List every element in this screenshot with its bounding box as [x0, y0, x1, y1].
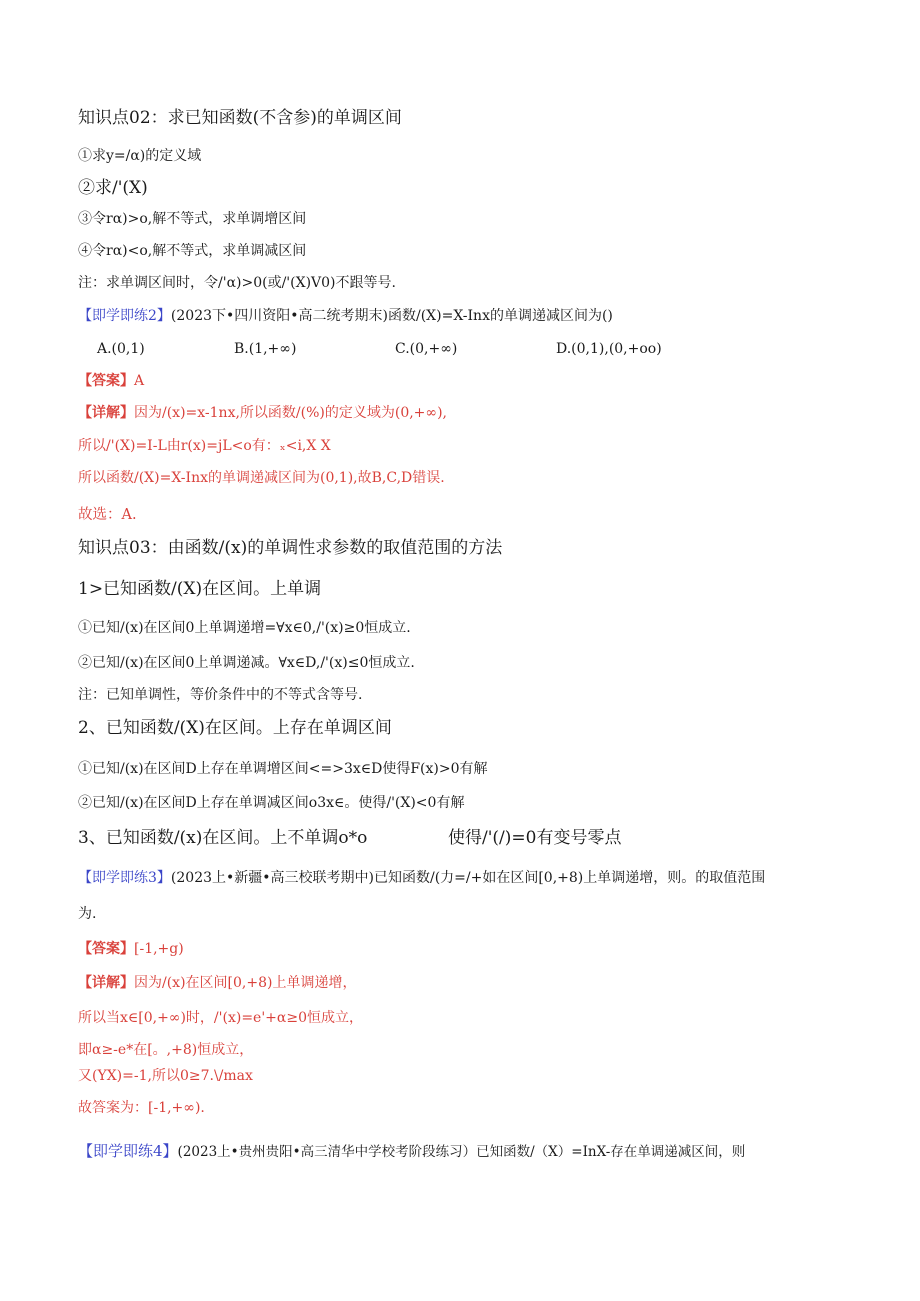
ex2-conclusion: 故选：A.: [78, 507, 137, 523]
ex3-conclusion: 故答案为：[-1,+∞).: [78, 1100, 205, 1116]
ex2-detail2: 所以/'(X)=I-L由r(x)=jL<o有：ₓ<i,X X: [78, 438, 331, 454]
ex2-tag: 【即学即练2】: [78, 308, 171, 324]
ex3-stem2: 为.: [78, 906, 97, 922]
kp03-h1: 1>已知函数/(X)在区间。上单调: [78, 579, 322, 599]
kp03-h3b: 使得/'(/)=0有变号零点: [448, 828, 622, 848]
ex3-stem: (2023上•新疆•高三校联考期中)已知函数/(力=/+如在区间[0,+8)上单调递增，则。的取值范围: [170, 870, 766, 886]
ex2-detail3: 所以函数/(X)=X-Inx的单调递减区间为(0,1),故B,C,D错误.: [78, 470, 445, 486]
ex2-detail-tag: 【详解】: [78, 405, 134, 421]
ex2-stem: (2023下•四川资阳•高二统考期末)函数/(X)=X-Inx的单调递减区间为(): [170, 308, 613, 324]
ex2-option-a: A.(0,1): [97, 341, 145, 357]
ex3-detail3: 即α≥-e*在[。,+8)恒成立，: [78, 1042, 254, 1058]
ex2-answer-tag: 【答案】: [78, 373, 134, 389]
ex4-stem-line: [78, 1142, 745, 1160]
ex3-detail4: 又(YX)=-1,所以0≥7.\/max: [78, 1068, 253, 1084]
kp02-step1: ①求y=/α)的定义域: [78, 148, 202, 164]
ex3-detail-line1: [78, 975, 356, 992]
ex2-detail-line1: [78, 405, 447, 422]
ex2-option-d: D.(0,1),(0,+oo): [556, 341, 662, 357]
ex3-answer: [-1,+g): [134, 941, 184, 957]
ex2-detail1: 因为/(x)=x-1nx,所以函数/(%)的定义域为(0,+∞),: [134, 405, 447, 421]
ex3-detail2: 所以当x∈[0,+∞)时，/'(x)=e'+α≥0恒成立，: [78, 1010, 364, 1026]
kp03-h2: 2、已知函数/(X)在区间。上存在单调区间: [78, 718, 392, 738]
kp03-title: 知识点03：由函数/(x)的单调性求参数的取值范围的方法: [78, 538, 503, 558]
ex3-detail1: 因为/(x)在区间[0,+8)上单调递增，: [134, 975, 357, 991]
ex3-tag: 【即学即练3】: [78, 870, 171, 886]
ex4-stem: (2023上•贵州贵阳•高三清华中学校考阶段练习）已知函数/（X）=InX-存在单调递减区间，则: [177, 1144, 746, 1160]
ex2-answer-line: [78, 373, 144, 390]
kp03-h1b: ②已知/(x)在区间0上单调递减。∀x∈D,/'(x)≤0恒成立.: [78, 655, 415, 671]
kp02-step2: ②求/'(X): [78, 178, 148, 198]
kp02-step3: ③令rα)>o,解不等式，求单调增区间: [78, 211, 307, 227]
ex2-stem-line: [78, 308, 613, 325]
kp03-h2b: ②已知/(x)在区间D上存在单调减区间o3x∈。使得/'(X)<0有解: [78, 795, 465, 811]
kp03-h3: 3、已知函数/(x)在区间。上不单调o*o: [78, 828, 368, 848]
kp02-title: 知识点02：求已知函数(不含参)的单调区间: [78, 108, 402, 128]
ex4-tag: 【即学即练4】: [78, 1142, 178, 1160]
ex2-answer: A: [134, 373, 145, 389]
kp02-step4: ④令rα)<o,解不等式，求单调减区间: [78, 243, 307, 259]
ex3-detail-tag: 【详解】: [78, 975, 134, 991]
ex2-option-c: C.(0,+∞): [395, 341, 458, 357]
ex3-answer-tag: 【答案】: [78, 941, 134, 957]
kp02-note: 注：求单调区间时，令/'α)>0(或/'(X)V0)不跟等号.: [78, 275, 396, 291]
ex2-option-b: B.(1,+∞): [234, 341, 297, 357]
ex3-answer-line: [78, 941, 184, 958]
kp03-note: 注：已知单调性，等价条件中的不等式含等号.: [78, 687, 363, 703]
kp03-h2a: ①已知/(x)在区间D上存在单调增区间<=>3x∈D使得F(x)>0有解: [78, 761, 488, 777]
kp03-h1a: ①已知/(x)在区间0上单调递增=∀x∈0,/'(x)≥0恒成立.: [78, 620, 411, 636]
ex3-stem-line: [78, 870, 765, 887]
